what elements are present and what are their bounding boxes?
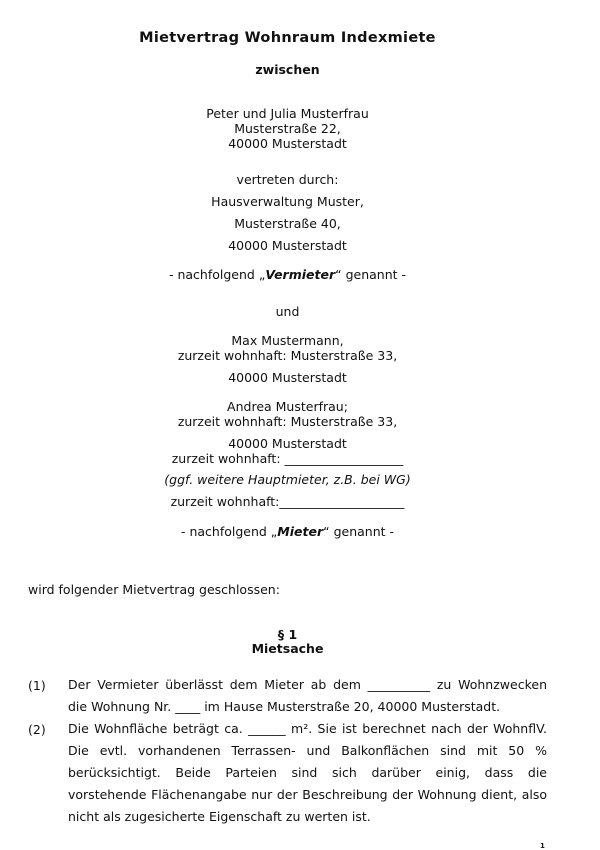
- tenant1-name: Max Mustermann,: [231, 333, 344, 348]
- role-suffix: “ genannt -: [335, 267, 407, 282]
- role-prefix: - nachfolgend „: [180, 524, 278, 539]
- landlord-city: 40000 Musterstadt: [228, 136, 347, 151]
- paragraph-number: (1): [28, 678, 46, 693]
- paragraph-line: Die Wohnfläche beträgt ca. ______ m². Sie ist berechnet nach der WohnflV.: [68, 721, 547, 736]
- paragraph-line: Der Vermieter überlässt dem Mieter ab dem __________ zu Wohnzwecken: [68, 677, 547, 692]
- section-number: § 1: [277, 627, 298, 642]
- intro-sentence: wird folgender Mietvertrag geschlossen:: [28, 582, 280, 597]
- paragraph-number: (2): [28, 722, 46, 737]
- represented-street: Musterstraße 40,: [234, 216, 341, 231]
- role-suffix: “ genannt -: [323, 524, 395, 539]
- further-tenants-note: (ggf. weitere Hauptmieter, z.B. bei WG): [164, 472, 411, 487]
- paragraph-line: nicht als zugesicherte Eigenschaft zu werten ist.: [68, 809, 371, 824]
- blank-address-1: zurzeit wohnhaft: ___________________: [171, 451, 404, 466]
- section-heading: Mietsache: [251, 641, 324, 656]
- role-prefix: - nachfolgend „: [168, 267, 266, 282]
- between-label: zwischen: [255, 62, 320, 77]
- paragraph-text: [68, 718, 547, 828]
- tenant2-city: 40000 Musterstadt: [228, 436, 347, 451]
- page-number: 1: [540, 842, 545, 850]
- paragraph-line: berücksichtigt. Beide Parteien sind sich darüber einig, dass die: [68, 765, 547, 780]
- landlord-street: Musterstraße 22,: [234, 121, 341, 136]
- paragraph-line: vorstehende Flächenangabe nur der Beschreibung der Wohnung dient, also: [68, 787, 547, 802]
- represented-label: vertreten durch:: [236, 172, 339, 187]
- landlord-role-line: [0, 267, 575, 282]
- and-label: und: [275, 304, 300, 319]
- tenant1-address: zurzeit wohnhaft: Musterstraße 33,: [177, 348, 398, 363]
- paragraph-text: [68, 674, 547, 718]
- tenant1-city: 40000 Musterstadt: [228, 370, 347, 385]
- represented-name: Hausverwaltung Muster,: [211, 194, 364, 209]
- landlord-names: Peter und Julia Musterfrau: [206, 106, 369, 121]
- paragraph-line: die Wohnung Nr. ____ im Hause Musterstraße 20, 40000 Musterstadt.: [68, 699, 501, 714]
- tenant2-address: zurzeit wohnhaft: Musterstraße 33,: [177, 414, 398, 429]
- document-title: Mietvertrag Wohnraum Indexmiete: [139, 30, 436, 46]
- paragraph-line: Die evtl. vorhandenen Terrassen- und Balkonflächen sind mit 50 %: [68, 743, 547, 758]
- tenant-role-line: [0, 524, 575, 539]
- blank-address-2: zurzeit wohnhaft:____________________: [170, 494, 405, 509]
- role-term-tenant: Mieter: [277, 524, 324, 539]
- tenant2-name: Andrea Musterfrau;: [227, 399, 348, 414]
- role-term-landlord: Vermieter: [265, 267, 336, 282]
- represented-city: 40000 Musterstadt: [228, 238, 347, 253]
